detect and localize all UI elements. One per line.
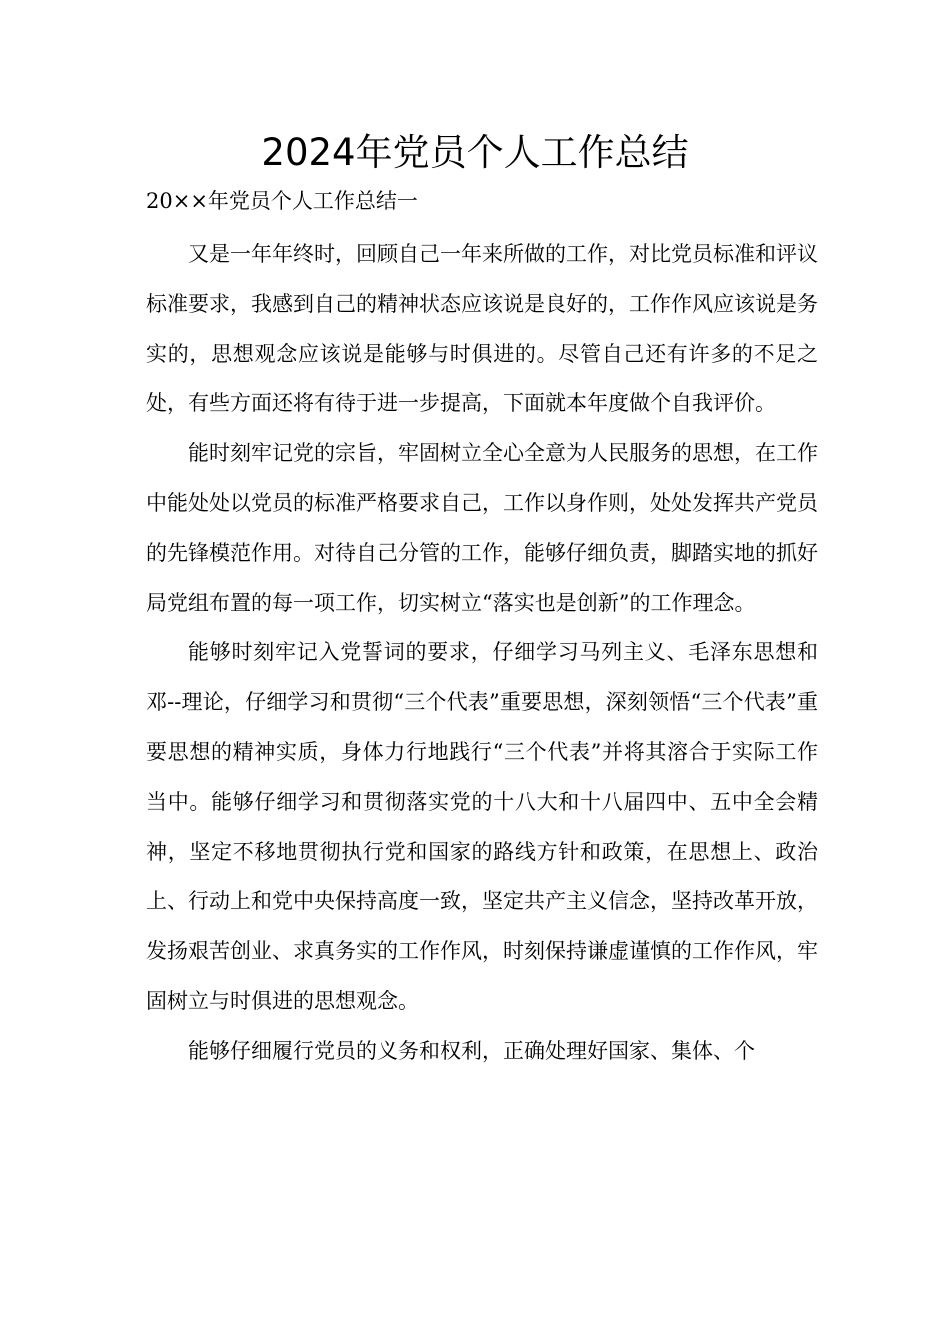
document-title: 2024年党员个人工作总结 (261, 131, 689, 174)
document-body (146, 230, 818, 1077)
paragraph-3: 能够时刻牢记入党誓词的要求，仔细学习马列主义、毛泽东思想和邓--理论，仔细学习和贯彻“三个代表”重要思想，深刻领悟“三个代表”重要思想的精神实质，身体力行地践行“三个代表”并将其溶合于实际工作当中。能够仔细学习和贯彻落实党的十八大和十八届四中、五中全会精神，坚定不移地贯彻执行党和国家的路线方针和政策，在思想上、政治上、行动上和党中央保持高度一致，坚定共产主义信念，坚持改革开放，发扬艰苦创业、求真务实的工作作风，时刻保持谦虚谨慎的工作作风，牢固树立与时俱进的思想观念。 (146, 640, 818, 1013)
paragraph-1: 又是一年年终时，回顾自己一年来所做的工作，对比党员标准和评议标准要求，我感到自己的精神状态应该说是良好的，工作作风应该说是务实的，思想观念应该说是能够与时俱进的。尽管自己还有许多的不足之处，有些方面还将有待于进一步提高，下面就本年度做个自我评价。 (146, 242, 818, 416)
document-subtitle: 20××年党员个人工作总结一 (146, 189, 418, 213)
paragraph-4: 能够仔细履行党员的义务和权利，正确处理好国家、集体、个 (188, 1038, 755, 1063)
paragraph-2: 能时刻牢记党的宗旨，牢固树立全心全意为人民服务的思想，在工作中能处处以党员的标准严格要求自己，工作以身作则，处处发挥共产党员的先锋模范作用。对待自己分管的工作，能够仔细负责，脚踏实地的抓好局党组布置的每一项工作，切实树立“落实也是创新”的工作理念。 (146, 441, 818, 615)
